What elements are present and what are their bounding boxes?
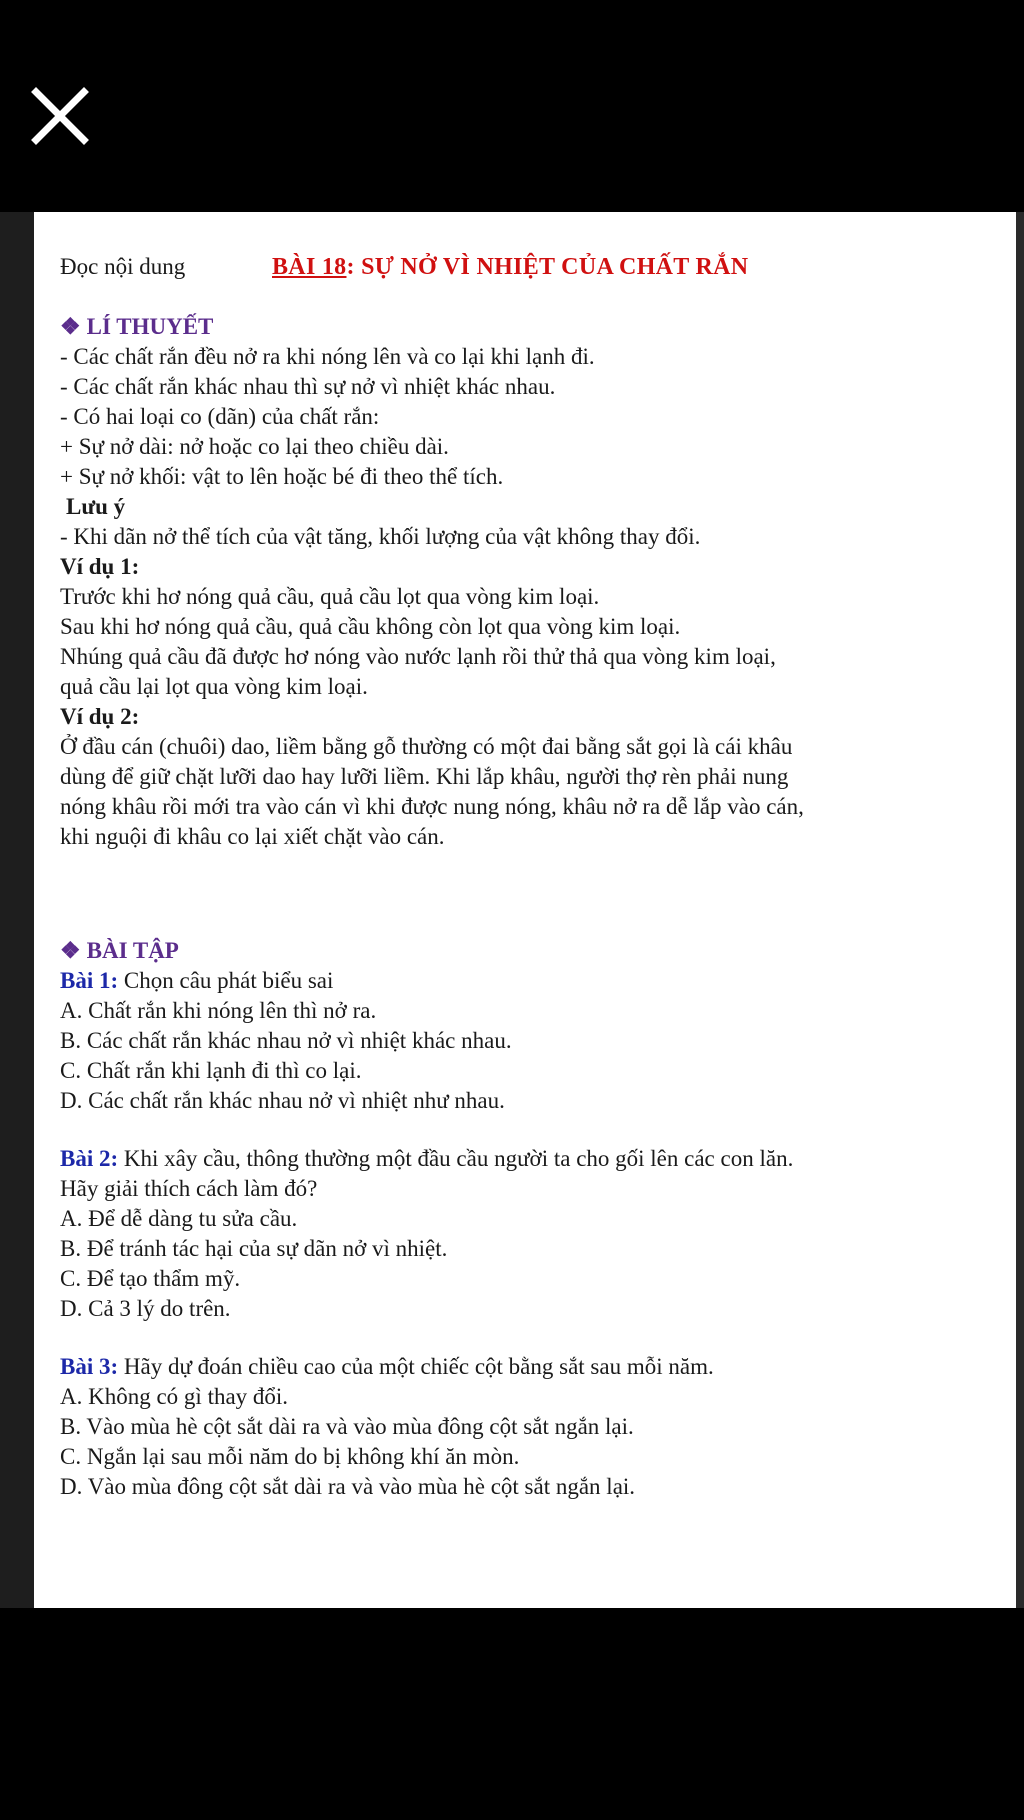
note-label: Lưu ý (66, 494, 126, 519)
theory-heading (60, 312, 1000, 342)
example-2-title: Ví dụ 2: (60, 704, 140, 729)
spacer (60, 1324, 1000, 1352)
page-header (60, 248, 1000, 288)
example-1-line: Sau khi hơ nóng quả cầu, quả cầu không còn lọt qua vòng kim loại. (60, 614, 681, 639)
exercises-heading (60, 936, 1000, 966)
diamond-bullet-icon: ❖ (60, 938, 81, 963)
example-1-line: Trước khi hơ nóng quả cầu, quả cầu lọt qua vòng kim loại. (60, 584, 600, 609)
question-1-text: Chọn câu phát biểu sai (118, 968, 334, 993)
example-2-line: nóng khâu rồi mới tra vào cán vì khi được nung nóng, khâu nở ra dễ lắp vào cán, (60, 794, 804, 819)
lesson-title-text: : SỰ NỞ VÌ NHIỆT CỦA CHẤT RẮN (346, 254, 749, 280)
example-2-line: dùng để giữ chặt lưỡi dao hay lưỡi liềm. Khi lắp khâu, người thợ rèn phải nung (60, 764, 789, 789)
lesson-number: BÀI 18 (272, 254, 347, 280)
spacer (60, 1116, 1000, 1144)
question-2-text-line-2: Hãy giải thích cách làm đó? (60, 1176, 318, 1201)
viewer-bottom-area (0, 1608, 1024, 1820)
question-1 (60, 966, 1000, 996)
example-2-line: khi nguội đi khâu co lại xiết chặt vào cán. (60, 824, 445, 849)
diamond-bullet-icon: ❖ (60, 314, 81, 339)
question-3-label: Bài 3: (60, 1354, 119, 1379)
spacer (60, 852, 1000, 934)
question-2-option: D. Cả 3 lý do trên. (60, 1296, 231, 1321)
question-3-option: B. Vào mùa hè cột sắt dài ra và vào mùa đông cột sắt ngắn lại. (60, 1414, 634, 1439)
read-content-label: Đọc nội dung (60, 254, 186, 279)
viewer-top-bar (0, 0, 1024, 212)
question-3 (60, 1352, 1000, 1382)
question-2-option: B. Để tránh tác hại của sự dãn nở vì nhiệt. (60, 1236, 448, 1261)
theory-line: - Có hai loại co (dãn) của chất rắn: (60, 404, 380, 429)
note-text: - Khi dãn nở thể tích của vật tăng, khối lượng của vật không thay đổi. (60, 524, 701, 549)
question-3-option: D. Vào mùa đông cột sắt dài ra và vào mùa hè cột sắt ngắn lại. (60, 1474, 636, 1499)
theory-line: - Các chất rắn đều nở ra khi nóng lên và co lại khi lạnh đi. (60, 344, 595, 369)
question-1-option: B. Các chất rắn khác nhau nở vì nhiệt khác nhau. (60, 1028, 512, 1053)
example-1-title: Ví dụ 1: (60, 554, 140, 579)
theory-heading-text: LÍ THUYẾT (86, 314, 214, 339)
question-1-option: D. Các chất rắn khác nhau nở vì nhiệt như nhau. (60, 1088, 505, 1113)
example-2-line: Ở đầu cán (chuôi) dao, liềm bằng gỗ thường có một đai bằng sắt gọi là cái khâu (60, 734, 793, 759)
lesson-title (272, 252, 748, 282)
close-button[interactable] (28, 84, 92, 148)
theory-line: - Các chất rắn khác nhau thì sự nở vì nhiệt khác nhau. (60, 374, 556, 399)
question-2-text: Khi xây cầu, thông thường một đầu cầu người ta cho gối lên các con lăn. (118, 1146, 794, 1171)
theory-line: + Sự nở khối: vật to lên hoặc bé đi theo thể tích. (60, 464, 504, 489)
question-1-label: Bài 1: (60, 968, 119, 993)
close-icon (28, 84, 92, 148)
question-3-option: A. Không có gì thay đổi. (60, 1384, 289, 1409)
theory-line: + Sự nở dài: nở hoặc co lại theo chiều dài. (60, 434, 449, 459)
question-2-option: A. Để dễ dàng tu sửa cầu. (60, 1206, 298, 1231)
question-2-label: Bài 2: (60, 1146, 119, 1171)
question-3-text: Hãy dự đoán chiều cao của một chiếc cột bằng sắt sau mỗi năm. (118, 1354, 714, 1379)
exercises-heading-text: BÀI TẬP (86, 938, 179, 963)
example-1-line: quả cầu lại lọt qua vòng kim loại. (60, 674, 368, 699)
document-content (60, 248, 1000, 1502)
question-1-option: C. Chất rắn khi lạnh đi thì co lại. (60, 1058, 362, 1083)
viewer-right-edge (1016, 212, 1024, 1608)
question-3-option: C. Ngắn lại sau mỗi năm do bị không khí ăn mòn. (60, 1444, 520, 1469)
document-page[interactable] (34, 212, 1016, 1608)
question-2-option: C. Để tạo thẩm mỹ. (60, 1266, 241, 1291)
question-1-option: A. Chất rắn khi nóng lên thì nở ra. (60, 998, 377, 1023)
question-2 (60, 1144, 1000, 1174)
viewer-left-edge (0, 212, 34, 1608)
example-1-line: Nhúng quả cầu đã được hơ nóng vào nước lạnh rồi thử thả qua vòng kim loại, (60, 644, 776, 669)
